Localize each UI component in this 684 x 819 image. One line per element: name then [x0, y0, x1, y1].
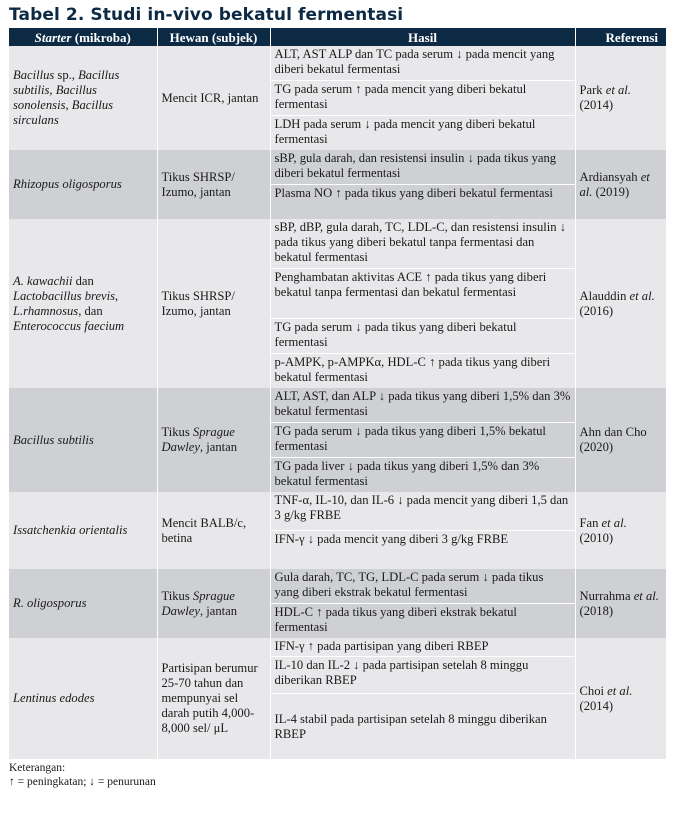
hewan-cell-text: Mencit BALB/c, betina: [161, 515, 247, 545]
hasil-item: TG pada serum ↓ pada tikus yang diberi 1,5% bekatul fermentasi: [271, 422, 575, 457]
hasil-item: IFN-γ ↑ pada partisipan yang diberi RBEP: [274, 639, 489, 653]
header-starter: [9, 28, 157, 46]
starter-cell: [9, 46, 157, 150]
hasil-item: ALT, AST, dan ALP ↓ pada tikus yang diberi 1,5% dan 3% bekatul fermentasi: [274, 389, 571, 418]
table-header-row: [9, 28, 666, 46]
hewan-cell-text: Tikus SHRSP/ Izumo, jantan: [161, 169, 235, 199]
table-body: [9, 46, 666, 759]
hewan-cell: [157, 219, 270, 388]
hewan-cell: [157, 569, 270, 638]
hewan-cell-text: Sprague Dawley: [161, 425, 235, 454]
referensi-cell-text: (2018): [579, 603, 614, 618]
referensi-cell: [575, 46, 666, 150]
starter-cell-text: sp.,: [54, 68, 79, 82]
table-row: [9, 150, 666, 219]
hewan-cell-text: Tikus: [161, 588, 193, 603]
hasil-item: TG pada serum ↓ pada tikus yang diberi bekatul fermentasi: [271, 318, 575, 353]
referensi-cell: [575, 150, 666, 219]
referensi-cell-text: (2019): [592, 184, 630, 199]
referensi-cell-text: (2014): [579, 698, 614, 713]
hasil-item: sBP, gula darah, dan resistensi insulin ↓ pada tikus yang diberi bekatul fermentasi: [274, 151, 557, 180]
hewan-cell-text: , jantan: [199, 440, 238, 454]
hasil-item: Gula darah, TC, TG, LDL-C pada serum ↓ pada tikus yang diberi ekstrak bekatul fermentasi: [274, 570, 544, 599]
starter-cell-text: R. oligosporus: [13, 596, 87, 610]
starter-cell-text: Rhizopus oligosporus: [13, 177, 122, 191]
hewan-cell-text: Tikus: [161, 425, 193, 439]
referensi-cell-text: Nurrahma: [579, 588, 634, 603]
header-hasil: Hasil: [270, 28, 575, 46]
referensi-cell-text: et al.: [579, 169, 650, 199]
starter-cell: [9, 569, 157, 638]
hasil-item: Plasma NO ↑ pada tikus yang diberi bekatul fermentasi: [271, 184, 575, 219]
starter-cell-text: dan: [81, 303, 103, 318]
starter-cell-text: Enterococcus faecium: [13, 318, 125, 333]
hasil-item: IFN-γ ↓ pada mencit yang diberi 3 g/kg FRBE: [271, 530, 575, 569]
table-title: Tabel 2. Studi in-vivo bekatul fermentasi: [9, 5, 404, 25]
hasil-cell: [270, 569, 575, 638]
referensi-cell-text: Ahn dan Cho (2020): [579, 425, 647, 454]
referensi-cell-text: et al.: [607, 683, 633, 698]
hasil-item: HDL-C ↑ pada tikus yang diberi ekstrak bekatul fermentasi: [271, 603, 575, 638]
hasil-cell: [270, 492, 575, 569]
hasil-item: TNF-α, IL-10, dan IL-6 ↓ pada mencit yang diberi 1,5 dan 3 g/kg FRBE: [274, 493, 569, 522]
hewan-cell: [157, 388, 270, 492]
hewan-cell-text: Tikus SHRSP/ Izumo, jantan: [161, 288, 235, 318]
header-hewan: Hewan (subjek): [157, 28, 270, 46]
hasil-item: Penghambatan aktivitas ACE ↑ pada tikus yang diberi bekatul tanpa fermentasi dan bekatul fermentasi: [271, 268, 575, 318]
referensi-cell: [575, 569, 666, 638]
starter-cell-text: Bacillus subtilis, Bacillus sonolensis, Bacillus sirculans: [13, 68, 120, 127]
starter-cell-text: dan: [72, 273, 94, 288]
referensi-cell: [575, 388, 666, 492]
hasil-item: p-AMPK, p-AMPKα, HDL-C ↑ pada tikus yang diberi bekatul fermentasi: [271, 353, 575, 388]
referensi-cell-text: et al.: [605, 83, 631, 97]
hewan-cell: [157, 150, 270, 219]
referensi-cell-text: (2014): [579, 98, 614, 112]
starter-cell-text: Bacillus subtilis: [13, 432, 94, 447]
hasil-cell: [270, 638, 575, 759]
hewan-cell-text: Sprague Dawley: [161, 588, 235, 618]
hewan-cell: [157, 638, 270, 759]
hewan-cell-text: , jantan: [199, 603, 238, 618]
hasil-cell: [270, 46, 575, 150]
table-row: [9, 492, 666, 569]
hasil-item: LDH pada serum ↓ pada mencit yang diberi bekatul fermentasi: [271, 115, 575, 150]
starter-cell-text: A. kawachii: [13, 273, 73, 288]
starter-cell: [9, 638, 157, 759]
hewan-cell-text: Partisipan berumur 25-70 tahun dan mempunyai sel darah putih 4,000-8,000 sel/ μL: [161, 661, 258, 735]
header-referensi: Referensi: [575, 28, 666, 46]
hewan-cell: [157, 492, 270, 569]
referensi-cell: [575, 492, 666, 569]
starter-cell: [9, 219, 157, 388]
referensi-cell-text: et al.: [629, 288, 655, 303]
referensi-cell-text: Choi: [579, 683, 608, 698]
referensi-cell: [575, 219, 666, 388]
hasil-item: TG pada serum ↑ pada mencit yang diberi bekatul fermentasi: [271, 80, 575, 115]
referensi-cell-text: et al.: [601, 515, 627, 530]
header-starter-italic: Starter: [34, 29, 72, 45]
legend: [9, 761, 156, 789]
hasil-item: IL-10 dan IL-2 ↓ pada partisipan setelah 8 minggu diberikan RBEP: [271, 656, 575, 693]
hasil-item: ALT, AST ALP dan TC pada serum ↓ pada mencit yang diberi bekatul fermentasi: [274, 47, 555, 76]
table-row: [9, 46, 666, 150]
hasil-cell: [270, 388, 575, 492]
hasil-cell: [270, 219, 575, 388]
table-row: [9, 219, 666, 388]
starter-cell-text: Bacillus: [13, 68, 55, 82]
starter-cell: [9, 492, 157, 569]
referensi-cell-text: (2016): [579, 303, 614, 318]
referensi-cell-text: Ardiansyah: [579, 169, 641, 184]
table-row: [9, 388, 666, 492]
starter-cell: [9, 150, 157, 219]
header-starter-rest: (mikroba): [71, 29, 131, 45]
starter-cell-text: Issatchenkia orientalis: [13, 523, 128, 537]
starter-cell: [9, 388, 157, 492]
hasil-item: IL-4 stabil pada partisipan setelah 8 minggu diberikan RBEP: [271, 693, 575, 759]
hewan-cell-text: Mencit ICR, jantan: [161, 90, 259, 105]
starter-cell-text: Lactobacillus brevis, L.rhamnosus,: [13, 288, 119, 318]
table-row: [9, 638, 666, 759]
hewan-cell: [157, 46, 270, 150]
hasil-item: sBP, dBP, gula darah, TC, LDL-C, dan resistensi insulin ↓ pada tikus yang diberi bekatul tanpa fermentasi dan bekatul fermentasi: [274, 220, 567, 264]
legend-heading: Keterangan:: [9, 762, 66, 774]
referensi-cell-text: Fan: [579, 515, 602, 530]
in-vivo-table: [9, 28, 666, 759]
referensi-cell: [575, 638, 666, 759]
table-row: [9, 569, 666, 638]
referensi-cell-text: et al.: [633, 588, 659, 603]
hasil-item: TG pada liver ↓ pada tikus yang diberi 1,5% dan 3% bekatul fermentasi: [271, 457, 575, 492]
starter-cell-text: Lentinus edodes: [13, 691, 95, 705]
legend-text: ↑ = peningkatan; ↓ = penurunan: [9, 776, 156, 788]
referensi-cell-text: Park: [579, 83, 606, 97]
referensi-cell-text: Alauddin: [579, 288, 630, 303]
referensi-cell-text: (2010): [579, 530, 614, 545]
hasil-cell: [270, 150, 575, 219]
